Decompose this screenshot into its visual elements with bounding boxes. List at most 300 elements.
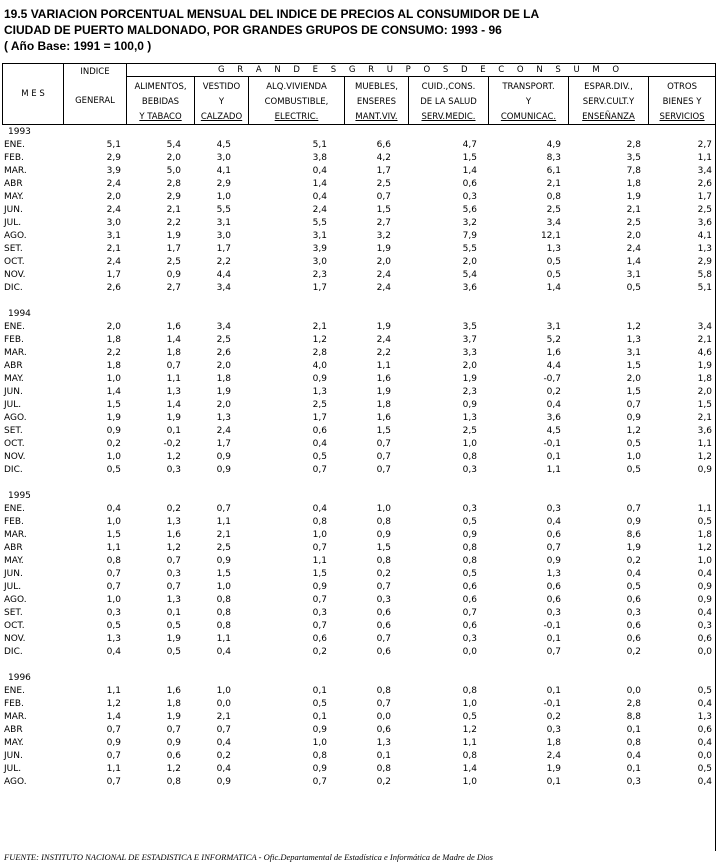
value-cell: 5,1 <box>106 140 121 150</box>
month-cell: JUL. <box>4 764 22 774</box>
value-cell: 2,5 <box>166 257 181 267</box>
value-cell: 0,5 <box>626 283 641 293</box>
value-cell: 1,8 <box>106 361 121 371</box>
value-cell: 0,9 <box>626 413 641 423</box>
value-cell: 0,7 <box>106 725 121 735</box>
value-cell: 1,1 <box>546 465 561 475</box>
month-cell: SET. <box>4 244 23 254</box>
value-cell: 0,3 <box>166 569 181 579</box>
value-cell: 5,2 <box>546 335 561 345</box>
header-col-alimentos <box>127 77 195 125</box>
header-col-line: COMUNICAC. <box>500 112 557 122</box>
value-cell: 4,2 <box>376 153 391 163</box>
value-cell: 2,1 <box>216 530 231 540</box>
value-cell: 2,3 <box>312 270 327 280</box>
month-cell: MAY. <box>4 738 24 748</box>
table-row <box>2 529 715 542</box>
value-cell: 0,6 <box>546 530 561 540</box>
year-label: 1993 <box>8 127 31 137</box>
value-cell: 5,8 <box>697 270 712 280</box>
value-cell: 0,4 <box>216 647 231 657</box>
value-cell: 1,8 <box>106 335 121 345</box>
right-border-line <box>715 63 716 851</box>
value-cell: 2,2 <box>166 218 181 228</box>
table-row <box>2 776 715 789</box>
value-cell: 0,6 <box>697 725 712 735</box>
value-cell: 1,4 <box>546 283 561 293</box>
value-cell: 1,5 <box>216 569 231 579</box>
value-cell: 0,7 <box>546 543 561 553</box>
value-cell: 2,5 <box>376 179 391 189</box>
value-cell: 0,5 <box>106 465 121 475</box>
table-row <box>2 620 715 633</box>
value-cell: 4,7 <box>462 140 477 150</box>
table-row <box>2 438 715 451</box>
value-cell: 1,9 <box>166 634 181 644</box>
header-col-line: Y <box>218 97 225 107</box>
value-cell: 0,9 <box>166 738 181 748</box>
value-cell: 0,5 <box>462 517 477 527</box>
header-col-line: VESTIDO <box>202 82 241 92</box>
value-cell: 2,0 <box>216 400 231 410</box>
header-col-line: MUEBLES, <box>355 82 398 92</box>
value-cell: 0,2 <box>546 387 561 397</box>
value-cell: 0,3 <box>697 621 712 631</box>
value-cell: 2,8 <box>166 179 181 189</box>
month-cell: OCT. <box>4 439 25 449</box>
value-cell: 0,7 <box>312 621 327 631</box>
month-cell: JUN. <box>4 569 23 579</box>
month-cell: NOV. <box>4 634 26 644</box>
month-cell: ENE. <box>4 686 25 696</box>
value-cell: 0,0 <box>216 699 231 709</box>
value-cell: 1,6 <box>376 374 391 384</box>
value-cell: 0,1 <box>376 751 391 761</box>
value-cell: 0,2 <box>626 647 641 657</box>
value-cell: 2,2 <box>216 257 231 267</box>
value-cell: 0,8 <box>376 556 391 566</box>
value-cell: 0,8 <box>462 543 477 553</box>
value-cell: 0,8 <box>216 621 231 631</box>
value-cell: 0,7 <box>312 777 327 787</box>
value-cell: 1,6 <box>546 348 561 358</box>
value-cell: 3,2 <box>376 231 391 241</box>
value-cell: 2,0 <box>462 361 477 371</box>
month-cell: AGO. <box>4 777 27 787</box>
month-cell: JUL. <box>4 400 22 410</box>
value-cell: 1,5 <box>626 361 641 371</box>
value-cell: 2,9 <box>697 257 712 267</box>
value-cell: 1,1 <box>697 153 712 163</box>
value-cell: 5,0 <box>166 166 181 176</box>
year-gap <box>2 295 715 308</box>
value-cell: 1,5 <box>312 569 327 579</box>
year-gap <box>2 659 715 672</box>
table-row <box>2 360 715 373</box>
value-cell: 0,4 <box>626 751 641 761</box>
value-cell: 0,7 <box>546 647 561 657</box>
value-cell: 2,4 <box>216 426 231 436</box>
month-cell: JUN. <box>4 205 23 215</box>
value-cell: 2,1 <box>312 322 327 332</box>
value-cell: 1,9 <box>216 387 231 397</box>
value-cell: 0,6 <box>376 647 391 657</box>
value-cell: 0,1 <box>312 686 327 696</box>
value-cell: 4,5 <box>546 426 561 436</box>
value-cell: 2,5 <box>216 335 231 345</box>
month-cell: DIC. <box>4 647 23 657</box>
value-cell: 0,6 <box>626 634 641 644</box>
value-cell: 0,5 <box>546 257 561 267</box>
value-cell: 4,4 <box>546 361 561 371</box>
data-table <box>2 126 715 789</box>
value-cell: 6,6 <box>376 140 391 150</box>
value-cell: 1,0 <box>626 452 641 462</box>
value-cell: 0,9 <box>697 465 712 475</box>
value-cell: 8,8 <box>626 712 641 722</box>
value-cell: 0,7 <box>376 699 391 709</box>
value-cell: 0,2 <box>376 569 391 579</box>
month-cell: AGO. <box>4 595 27 605</box>
value-cell: 0,9 <box>216 465 231 475</box>
value-cell: 1,0 <box>106 374 121 384</box>
value-cell: 0,8 <box>106 556 121 566</box>
month-cell: FEB. <box>4 335 24 345</box>
table-row <box>2 568 715 581</box>
page-title <box>4 6 709 54</box>
value-cell: 1,0 <box>462 699 477 709</box>
value-cell: 4,1 <box>697 231 712 241</box>
value-cell: 2,0 <box>166 153 181 163</box>
table-row <box>2 243 715 256</box>
value-cell: 1,8 <box>626 179 641 189</box>
value-cell: 0,2 <box>216 751 231 761</box>
table-row <box>2 633 715 646</box>
value-cell: 1,3 <box>697 712 712 722</box>
value-cell: 1,9 <box>626 543 641 553</box>
value-cell: 1,9 <box>106 413 121 423</box>
value-cell: 3,1 <box>312 231 327 241</box>
value-cell: 0,3 <box>546 725 561 735</box>
value-cell: 2,0 <box>376 257 391 267</box>
value-cell: 0,7 <box>626 504 641 514</box>
value-cell: 0,3 <box>462 192 477 202</box>
value-cell: 3,0 <box>106 218 121 228</box>
header-col-muebles <box>345 77 409 125</box>
table-row <box>2 152 715 165</box>
month-cell: MAR. <box>4 530 27 540</box>
value-cell: 2,0 <box>106 322 121 332</box>
month-cell: DIC. <box>4 283 23 293</box>
value-cell: 0,8 <box>312 517 327 527</box>
title-line-3: ( Año Base: 1991 = 100,0 ) <box>4 39 152 53</box>
value-cell: 5,5 <box>462 244 477 254</box>
value-cell: 3,0 <box>216 153 231 163</box>
value-cell: 3,4 <box>546 218 561 228</box>
month-cell: NOV. <box>4 270 26 280</box>
value-cell: 1,9 <box>697 361 712 371</box>
value-cell: -0,1 <box>543 699 561 709</box>
value-cell: 0,8 <box>312 751 327 761</box>
value-cell: 5,4 <box>166 140 181 150</box>
value-cell: 2,8 <box>626 140 641 150</box>
value-cell: 2,1 <box>546 179 561 189</box>
month-cell: ENE. <box>4 322 25 332</box>
table-row <box>2 698 715 711</box>
value-cell: 1,0 <box>106 452 121 462</box>
value-cell: 0,3 <box>626 608 641 618</box>
header-col-line: Y <box>525 97 532 107</box>
value-cell: 0,6 <box>546 582 561 592</box>
value-cell: 12,1 <box>540 231 561 241</box>
header-col-line: SERVICIOS <box>659 112 705 122</box>
value-cell: 0,5 <box>106 621 121 631</box>
value-cell: 3,4 <box>216 322 231 332</box>
value-cell: 1,9 <box>376 244 391 254</box>
value-cell: 3,1 <box>216 218 231 228</box>
value-cell: 0,5 <box>697 764 712 774</box>
table-row <box>2 724 715 737</box>
value-cell: 2,1 <box>697 413 712 423</box>
value-cell: 0,7 <box>376 582 391 592</box>
table-header <box>2 63 716 125</box>
value-cell: 0,7 <box>106 777 121 787</box>
header-col-transporte <box>489 77 569 125</box>
value-cell: 0,2 <box>312 647 327 657</box>
value-cell: 0,8 <box>376 517 391 527</box>
value-cell: 1,1 <box>106 543 121 553</box>
value-cell: 1,8 <box>166 348 181 358</box>
value-cell: 1,3 <box>376 738 391 748</box>
value-cell: 2,4 <box>376 270 391 280</box>
table-row <box>2 399 715 412</box>
value-cell: 0,7 <box>312 465 327 475</box>
year-label: 1996 <box>8 673 31 683</box>
value-cell: 0,8 <box>626 738 641 748</box>
value-cell: 0,0 <box>462 647 477 657</box>
month-cell: MAY. <box>4 556 24 566</box>
value-cell: 3,6 <box>462 283 477 293</box>
value-cell: 1,2 <box>106 699 121 709</box>
month-cell: MAY. <box>4 192 24 202</box>
table-row <box>2 204 715 217</box>
value-cell: 1,4 <box>166 400 181 410</box>
month-cell: NOV. <box>4 452 26 462</box>
header-col-line: ENSERES <box>356 97 397 107</box>
table-row <box>2 516 715 529</box>
year-row <box>2 490 715 503</box>
year-row <box>2 126 715 139</box>
value-cell: -0,7 <box>543 374 561 384</box>
value-cell: 1,3 <box>546 244 561 254</box>
value-cell: 2,7 <box>697 140 712 150</box>
value-cell: 1,1 <box>166 374 181 384</box>
value-cell: 0,7 <box>106 582 121 592</box>
value-cell: 5,1 <box>697 283 712 293</box>
value-cell: 0,5 <box>312 452 327 462</box>
table-row <box>2 607 715 620</box>
value-cell: 0,5 <box>626 582 641 592</box>
value-cell: 0,3 <box>462 465 477 475</box>
value-cell: 2,6 <box>106 283 121 293</box>
value-cell: 2,1 <box>216 712 231 722</box>
value-cell: 0,4 <box>697 738 712 748</box>
value-cell: 2,5 <box>546 205 561 215</box>
value-cell: 0,7 <box>626 400 641 410</box>
value-cell: 0,4 <box>546 517 561 527</box>
value-cell: 0,4 <box>216 764 231 774</box>
value-cell: 0,3 <box>376 595 391 605</box>
month-cell: ABR <box>4 725 23 735</box>
title-line-2: CIUDAD DE PUERTO MALDONADO, POR GRANDES GRUPOS DE CONSUMO: 1993 - 96 <box>4 23 502 37</box>
value-cell: 3,4 <box>697 322 712 332</box>
value-cell: 2,4 <box>106 179 121 189</box>
value-cell: 0,9 <box>216 452 231 462</box>
value-cell: 1,1 <box>216 517 231 527</box>
month-cell: SET. <box>4 608 23 618</box>
value-cell: 2,5 <box>216 543 231 553</box>
value-cell: 1,1 <box>462 738 477 748</box>
value-cell: 1,4 <box>462 166 477 176</box>
table-row <box>2 334 715 347</box>
table-row <box>2 269 715 282</box>
value-cell: 0,5 <box>626 439 641 449</box>
value-cell: 2,5 <box>626 218 641 228</box>
gap-cell <box>2 659 715 672</box>
value-cell: 2,6 <box>697 179 712 189</box>
value-cell: 2,1 <box>106 244 121 254</box>
month-cell: MAR. <box>4 712 27 722</box>
header-col-line: ALIMENTOS, <box>134 82 187 92</box>
value-cell: 4,4 <box>216 270 231 280</box>
value-cell: 1,0 <box>376 504 391 514</box>
table-row <box>2 737 715 750</box>
value-cell: 1,6 <box>166 686 181 696</box>
value-cell: 1,5 <box>697 400 712 410</box>
value-cell: 1,6 <box>166 530 181 540</box>
month-cell: OCT. <box>4 257 25 267</box>
value-cell: 1,5 <box>376 543 391 553</box>
month-cell: MAR. <box>4 348 27 358</box>
value-cell: 1,1 <box>106 686 121 696</box>
value-cell: 0,3 <box>462 504 477 514</box>
value-cell: -0,1 <box>543 621 561 631</box>
value-cell: 0,6 <box>462 179 477 189</box>
value-cell: 2,4 <box>376 335 391 345</box>
month-cell: FEB. <box>4 699 24 709</box>
value-cell: 1,0 <box>216 192 231 202</box>
value-cell: 2,9 <box>106 153 121 163</box>
month-cell: ABR <box>4 543 23 553</box>
value-cell: 0,0 <box>697 647 712 657</box>
value-cell: 3,5 <box>626 153 641 163</box>
value-cell: 2,0 <box>626 374 641 384</box>
value-cell: 1,8 <box>166 699 181 709</box>
value-cell: 0,7 <box>166 725 181 735</box>
value-cell: 3,1 <box>546 322 561 332</box>
value-cell: 2,1 <box>626 205 641 215</box>
value-cell: 0,7 <box>312 595 327 605</box>
value-cell: 0,8 <box>462 686 477 696</box>
value-cell: 0,7 <box>216 504 231 514</box>
value-cell: 1,9 <box>546 764 561 774</box>
value-cell: 3,9 <box>312 244 327 254</box>
value-cell: 0,7 <box>106 751 121 761</box>
value-cell: 0,4 <box>312 439 327 449</box>
value-cell: 0,4 <box>312 192 327 202</box>
value-cell: 2,7 <box>166 283 181 293</box>
value-cell: 0,1 <box>626 725 641 735</box>
table-row <box>2 412 715 425</box>
value-cell: 0,7 <box>166 556 181 566</box>
value-cell: 1,0 <box>312 738 327 748</box>
value-cell: 1,3 <box>216 413 231 423</box>
value-cell: 0,9 <box>546 556 561 566</box>
value-cell: 1,9 <box>376 322 391 332</box>
value-cell: 0,6 <box>462 621 477 631</box>
value-cell: 0,8 <box>462 751 477 761</box>
value-cell: 1,1 <box>106 764 121 774</box>
value-cell: 0,7 <box>166 582 181 592</box>
value-cell: 1,9 <box>376 387 391 397</box>
header-col-line: CUID.,CONS. <box>421 82 476 92</box>
value-cell: 1,4 <box>462 764 477 774</box>
value-cell: 1,3 <box>546 569 561 579</box>
value-cell: 1,1 <box>376 361 391 371</box>
value-cell: 3,1 <box>626 348 641 358</box>
value-cell: 0,2 <box>626 556 641 566</box>
value-cell: 4,5 <box>216 140 231 150</box>
table-row <box>2 646 715 659</box>
month-cell: ABR <box>4 179 23 189</box>
month-cell: FEB. <box>4 517 24 527</box>
value-cell: 3,6 <box>697 218 712 228</box>
year-label: 1994 <box>8 309 31 319</box>
value-cell: 2,8 <box>626 699 641 709</box>
value-cell: 1,9 <box>462 374 477 384</box>
value-cell: 3,4 <box>697 166 712 176</box>
value-cell: 1,7 <box>106 270 121 280</box>
value-cell: 2,4 <box>546 751 561 761</box>
value-cell: 0,8 <box>216 595 231 605</box>
table-row <box>2 503 715 516</box>
header-col-line: ALQ.VIVIENDA <box>266 82 327 92</box>
header-col-line: SERV.CULT.Y <box>582 97 635 107</box>
value-cell: 3,2 <box>462 218 477 228</box>
value-cell: 2,4 <box>376 283 391 293</box>
value-cell: 1,2 <box>312 335 327 345</box>
value-cell: 1,7 <box>376 166 391 176</box>
month-cell: FEB. <box>4 153 24 163</box>
header-col-line: OTROS <box>667 82 697 92</box>
value-cell: 0,6 <box>376 621 391 631</box>
value-cell: 0,5 <box>312 699 327 709</box>
value-cell: 1,3 <box>166 595 181 605</box>
table-row <box>2 256 715 269</box>
value-cell: 0,4 <box>697 608 712 618</box>
value-cell: 1,9 <box>166 712 181 722</box>
value-cell: 1,8 <box>697 374 712 384</box>
value-cell: 0,3 <box>106 608 121 618</box>
header-col-otros <box>649 77 716 125</box>
value-cell: 1,1 <box>216 634 231 644</box>
value-cell: 1,2 <box>166 452 181 462</box>
value-cell: 0,9 <box>312 764 327 774</box>
value-cell: 2,9 <box>216 179 231 189</box>
value-cell: 5,1 <box>312 140 327 150</box>
value-cell: 1,6 <box>376 413 391 423</box>
value-cell: 1,2 <box>166 543 181 553</box>
